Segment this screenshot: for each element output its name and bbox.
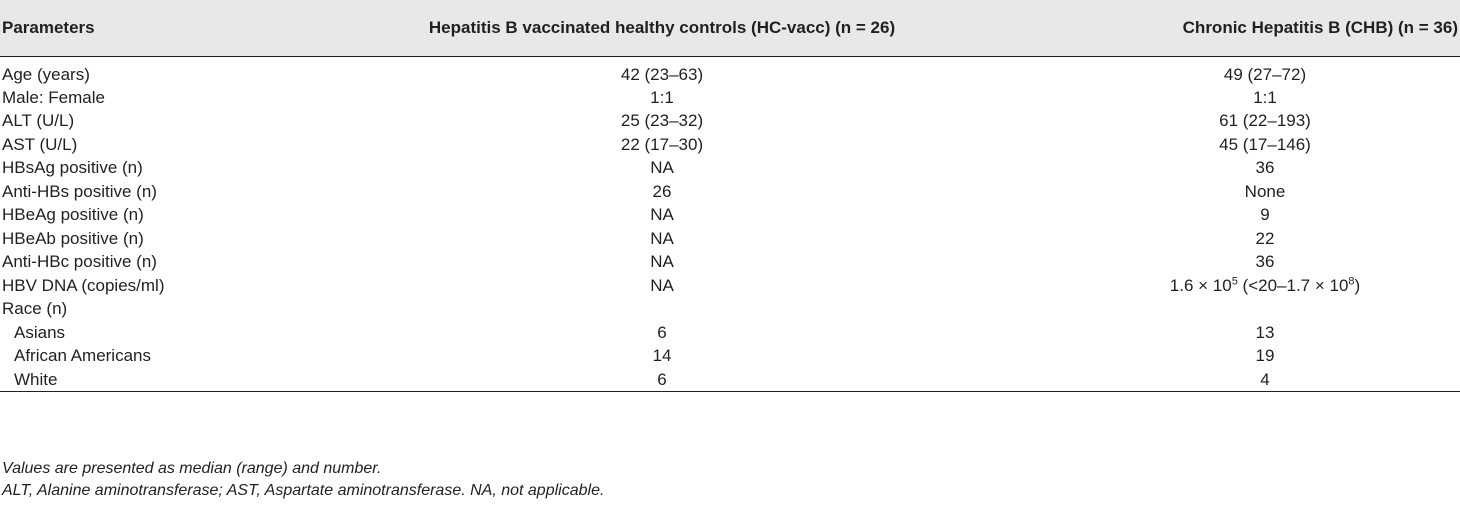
footnote-values: Values are presented as median (range) and number. [2,460,382,477]
hbv-dna-range: (<20–1.7 × 10 [1237,275,1349,295]
row-chb-value-hbv-dna [980,274,1460,298]
row-chb-value: 22 [1255,228,1275,248]
row-parameter: ALT (U/L) [2,111,75,131]
row-hc-value: NA [650,158,674,178]
hbv-dna-range-exponent: 8 [1348,275,1355,288]
row-hc-value: NA [650,252,674,272]
header-chb: Chronic Hepatitis B (CHB) (n = 36) [980,0,1460,56]
table-row [0,133,1460,157]
row-chb-value: None [1244,181,1286,201]
row-hc-value: 25 (23–32) [620,111,704,131]
row-hc-value: NA [650,205,674,225]
row-parameter: Anti-HBs positive (n) [2,181,157,201]
row-parameter: Anti-HBc positive (n) [2,252,157,272]
table-footnotes [2,458,604,502]
table-row [0,274,1460,298]
row-parameter: White [0,368,344,392]
row-chb-value: 49 (27–72) [1223,64,1307,84]
row-chb-value: 36 [1255,158,1275,178]
table-row [0,156,1460,180]
row-chb-value: 4 [980,368,1460,392]
table-row [0,203,1460,227]
row-hc-value: 14 [652,346,672,366]
row-chb-value: 36 [1255,252,1275,272]
row-chb-value [980,297,1460,321]
row-chb-value: 13 [1255,322,1275,342]
row-parameter: Age (years) [2,64,90,84]
row-chb-value: 61 (22–193) [1219,111,1311,131]
table-row [0,344,1460,368]
hbv-dna-exponent: 5 [1231,275,1238,288]
row-parameter: HBeAb positive (n) [2,228,144,248]
table-header-row [0,0,1460,56]
row-chb-value: 1:1 [1253,87,1277,107]
table-row [0,227,1460,251]
table-row [0,297,1460,321]
row-hc-value [344,297,980,321]
row-chb-value: 19 [1255,346,1275,366]
row-hc-value: 26 [652,181,672,201]
hbv-dna-close: ) [1354,275,1361,295]
row-hc-value: NA [650,228,674,248]
row-parameter: African Americans [14,346,151,366]
row-hc-value: 6 [344,368,980,392]
row-parameter: HBsAg positive (n) [2,158,143,178]
row-hc-value: NA [650,275,674,295]
header-parameters: Parameters [0,0,344,56]
row-parameter: AST (U/L) [2,134,78,154]
table-row [0,180,1460,204]
table-row [0,109,1460,133]
header-hc-vacc: Hepatitis B vaccinated healthy controls (HC-vacc) (n = 26) [344,0,980,56]
table-row [0,321,1460,345]
hbv-dna-base: 1.6 × 10 [1169,275,1232,295]
table-row [0,250,1460,274]
table-row [0,86,1460,110]
row-hc-value: 42 (23–63) [620,64,704,84]
row-chb-value: 9 [1260,205,1270,225]
row-parameter: HBeAg positive (n) [2,205,144,225]
row-hc-value: 22 (17–30) [620,134,704,154]
row-hc-value: 6 [657,322,667,342]
row-hc-value: 1:1 [650,87,674,107]
table-row [0,368,1460,392]
footnote-abbreviations: ALT, Alanine aminotransferase; AST, Aspartate aminotransferase. NA, not applicable. [2,482,605,499]
table-row [0,56,1460,86]
row-parameter: HBV DNA (copies/ml) [2,275,165,295]
row-parameter: Male: Female [2,87,105,107]
row-chb-value: 45 (17–146) [1219,134,1311,154]
row-parameter: Asians [14,322,66,342]
row-parameter: Race (n) [2,299,68,319]
